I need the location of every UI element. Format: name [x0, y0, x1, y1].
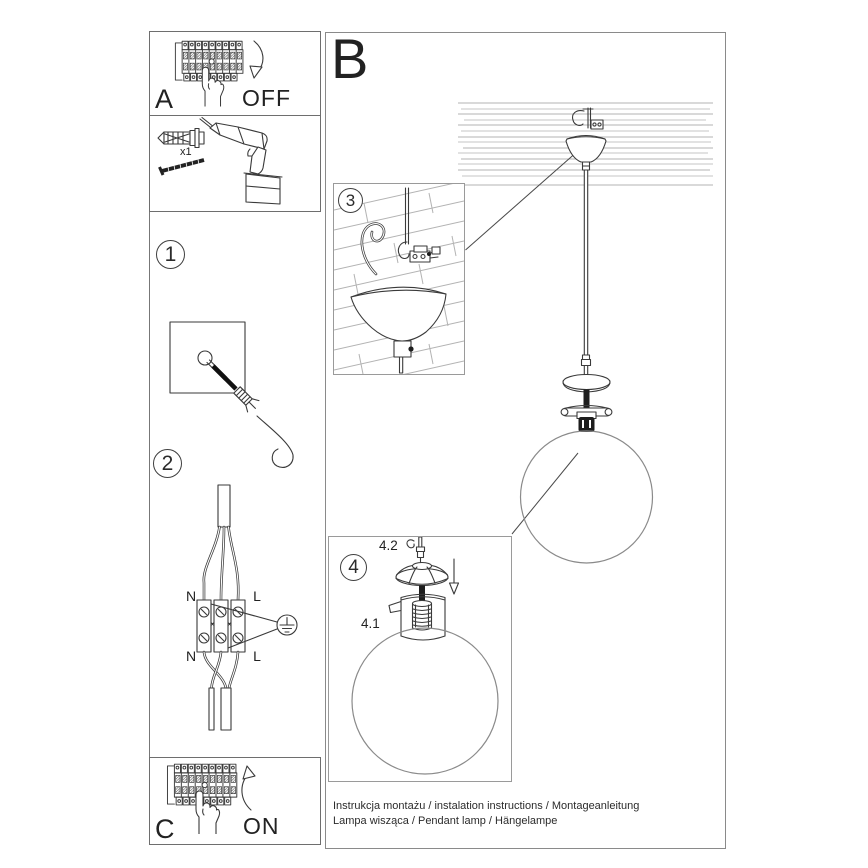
glass-globe-detail: [352, 628, 498, 774]
supply-wires: [204, 527, 238, 600]
arrow-head: [243, 766, 255, 779]
suspension-cord: [584, 170, 587, 355]
lamp-socket: [577, 412, 596, 432]
supply-cable: [218, 485, 230, 527]
terminal-n-bottom: N: [185, 648, 197, 664]
tools-illustration: [150, 116, 319, 210]
terminal-n-top: N: [185, 588, 197, 604]
hook-shaft: [213, 366, 236, 389]
panel-c-label: C: [155, 814, 175, 844]
canopy-disc-42: [396, 563, 448, 586]
panel-tools: [149, 115, 321, 212]
cord-connector: [582, 355, 591, 376]
step-2-badge: [153, 449, 182, 478]
footer-line-1: Instrukcja montażu / instalation instructions / Montageanleitung: [333, 800, 640, 812]
breaker-on-illustration: [150, 758, 319, 843]
hanging-wire-loop: [362, 224, 384, 274]
ceiling-hook-assembly: [573, 108, 603, 129]
step-4-number: 4: [348, 556, 359, 578]
terminal-l-bottom: L: [253, 648, 261, 664]
drill-icon: [200, 118, 282, 205]
panel-a-power-off: [149, 31, 321, 116]
step-3-number: 3: [345, 190, 356, 210]
step-3-badge: [338, 188, 363, 213]
slide-down-arrow: [450, 559, 459, 594]
panel-b-label: B: [331, 27, 369, 90]
anchor-quantity-label: x1: [180, 146, 192, 158]
step-2-wiring-illustration: [180, 478, 310, 734]
step-1-hook-install-illustration: [163, 316, 308, 476]
cord-detail: [419, 537, 422, 548]
panel-a-label: A: [155, 84, 174, 114]
footer-line-2: Lampa wisząca / Pendant lamp / Hängelampe: [333, 815, 558, 827]
breaker-off-illustration: [150, 32, 322, 117]
step-4-badge: [340, 554, 367, 581]
terminal-detail: [410, 246, 440, 262]
part-41-label: 4.1: [361, 616, 380, 631]
terminal-l-top: L: [253, 588, 261, 604]
ceiling-hook-icon: [257, 416, 293, 467]
part-42-label: 4.2: [379, 538, 398, 553]
panel-a-off-text: OFF: [242, 85, 291, 111]
panel-c-on-text: ON: [243, 813, 280, 839]
lamp-cable-end: [221, 688, 231, 730]
footer-text: [333, 799, 639, 829]
hook-detail: [398, 242, 409, 258]
upper-ring: [563, 375, 610, 393]
hook-curl: [407, 540, 414, 548]
drill-hole: [198, 351, 212, 365]
leader-to-inset-4: [512, 453, 578, 534]
step-1-number: 1: [164, 242, 177, 266]
glass-globe: [521, 431, 653, 563]
lamp-wires: [204, 652, 238, 688]
panel-c-power-on: [149, 757, 321, 845]
step-2-number: 2: [161, 451, 174, 475]
canopy-dome: [566, 136, 606, 171]
step-1-badge: [156, 240, 185, 269]
wall-anchor-icon: [158, 129, 204, 148]
arrow-head: [250, 66, 262, 78]
screw-icon: [160, 160, 205, 176]
lamp-wire-end: [209, 688, 214, 730]
